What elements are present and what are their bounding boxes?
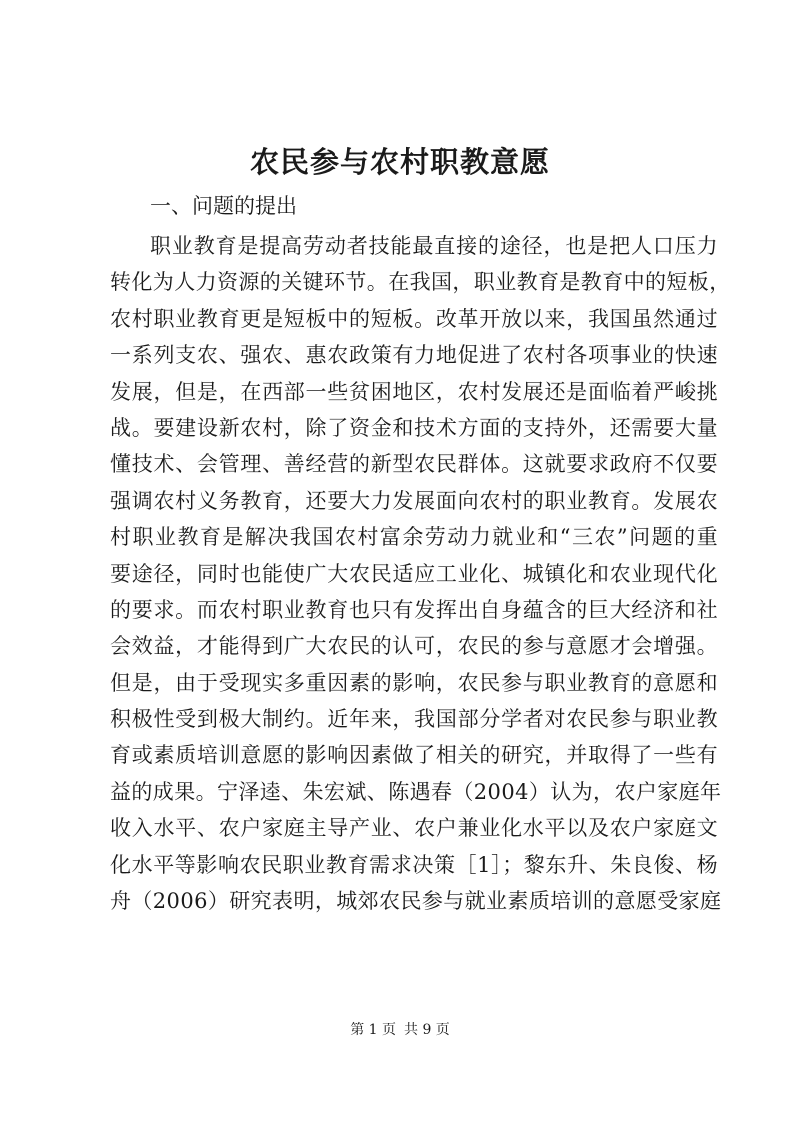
section-heading: 一、问题的提出	[150, 194, 297, 218]
paragraph-line: 发展，但是，在西部一些贫困地区，农村发展还是面临着严峻挑	[110, 379, 718, 404]
paragraph-line: 强调农村义务教育，还要大力发展面向农村的职业教育。发展农	[110, 488, 718, 513]
paragraph-line: 但是，由于受现实多重因素的影响，农民参与职业教育的意愿和	[110, 670, 718, 695]
paragraph-line: 会效益，才能得到广大农民的认可，农民的参与意愿才会增强。	[110, 634, 718, 659]
paragraph-line: 育或素质培训意愿的影响因素做了相关的研究，并取得了一些有	[110, 743, 718, 768]
paragraph-line: 农村职业教育更是短板中的短板。改革开放以来，我国虽然通过	[110, 306, 718, 331]
paragraph-line: 懂技术、会管理、善经营的新型农民群体。这就要求政府不仅要	[110, 452, 718, 477]
page-number: 第 1 页	[350, 1022, 396, 1038]
paragraph-line: 要途径，同时也能使广大农民适应工业化、城镇化和农业现代化	[110, 561, 718, 586]
document-title: 农民参与农村职教意愿	[249, 145, 550, 179]
paragraph-line: 收入水平、农户家庭主导产业、农户兼业化水平以及农户家庭文	[110, 816, 718, 841]
paragraph-line: 职业教育是提高劳动者技能最直接的途径，也是把人口压力	[150, 234, 718, 258]
paragraph-line: 转化为人力资源的关键环节。在我国，职业教育是教育中的短板，	[110, 270, 731, 295]
total-pages: 共 9 页	[404, 1022, 450, 1038]
paragraph-line: 一系列支农、强农、惠农政策有力地促进了农村各项事业的快速	[110, 343, 718, 368]
paragraph-line: 益的成果。宁泽逵、朱宏斌、陈遇春（2004）认为，农户家庭年	[110, 779, 722, 804]
page-footer	[0, 1020, 800, 1040]
paragraph-line: 积极性受到极大制约。近年来，我国部分学者对农民参与职业教	[110, 707, 718, 732]
paragraph-line: 村职业教育是解决我国农村富余劳动力就业和“三农”问题的重	[110, 525, 718, 550]
paragraph-line: 战。要建设新农村，除了资金和技术方面的支持外，还需要大量	[110, 415, 718, 440]
paragraph-line: 舟（2006）研究表明，城郊农民参与就业素质培训的意愿受家庭	[110, 889, 722, 914]
body-paragraph	[110, 228, 731, 919]
paragraph-line: 化水平等影响农民职业教育需求决策［1］；黎东升、朱良俊、杨	[110, 852, 718, 877]
paragraph-line: 的要求。而农村职业教育也只有发挥出自身蕴含的巨大经济和社	[110, 597, 718, 622]
